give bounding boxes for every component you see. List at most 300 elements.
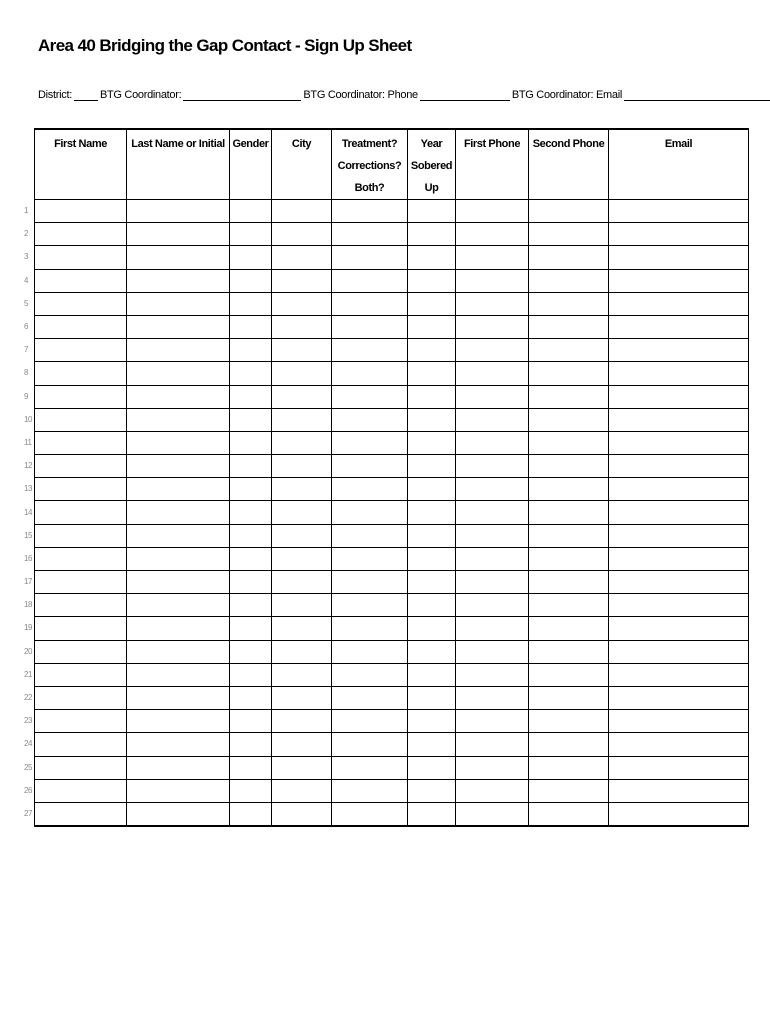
row-number: 1 — [24, 206, 29, 216]
cell-treatment[interactable] — [332, 547, 408, 570]
cell-second-phone[interactable] — [529, 269, 609, 292]
cell-email[interactable] — [609, 385, 749, 408]
cell-year-sobered[interactable] — [408, 710, 456, 733]
cell-first-phone[interactable] — [456, 594, 529, 617]
cell-second-phone[interactable] — [529, 223, 609, 246]
row-number: 14 — [24, 507, 33, 517]
cell-gender[interactable] — [230, 663, 272, 686]
cell-last-name[interactable] — [127, 339, 230, 362]
cell-email[interactable] — [609, 571, 749, 594]
table-row — [35, 594, 749, 617]
cell-gender[interactable] — [230, 802, 272, 825]
cell-first-phone[interactable] — [456, 200, 529, 223]
cell-first-name[interactable] — [35, 640, 127, 663]
cell-treatment[interactable] — [332, 362, 408, 385]
cell-first-phone[interactable] — [456, 733, 529, 756]
cell-first-name[interactable] — [35, 686, 127, 709]
cell-first-name[interactable] — [35, 594, 127, 617]
cell-treatment[interactable] — [332, 779, 408, 802]
cell-email[interactable] — [609, 339, 749, 362]
column-header-last-name: Last Name or Initial — [127, 129, 230, 200]
cell-first-phone[interactable] — [456, 478, 529, 501]
cell-treatment[interactable] — [332, 431, 408, 454]
cell-city[interactable] — [272, 733, 332, 756]
cell-first-name[interactable] — [35, 779, 127, 802]
column-header-treatment: Treatment? Corrections? Both? — [332, 129, 408, 200]
cell-treatment[interactable] — [332, 571, 408, 594]
table-row — [35, 802, 749, 825]
cell-first-name[interactable] — [35, 292, 127, 315]
cell-second-phone[interactable] — [529, 663, 609, 686]
cell-treatment[interactable] — [332, 385, 408, 408]
cell-gender[interactable] — [230, 571, 272, 594]
cell-first-name[interactable] — [35, 269, 127, 292]
cell-email[interactable] — [609, 431, 749, 454]
cell-year-sobered[interactable] — [408, 571, 456, 594]
row-number: 19 — [24, 623, 33, 633]
cell-gender[interactable] — [230, 501, 272, 524]
cell-year-sobered[interactable] — [408, 385, 456, 408]
cell-city[interactable] — [272, 339, 332, 362]
cell-email[interactable] — [609, 594, 749, 617]
cell-email[interactable] — [609, 408, 749, 431]
cell-first-name[interactable] — [35, 524, 127, 547]
cell-email[interactable] — [609, 710, 749, 733]
cell-last-name[interactable] — [127, 315, 230, 338]
cell-last-name[interactable] — [127, 246, 230, 269]
cell-year-sobered[interactable] — [408, 547, 456, 570]
cell-gender[interactable] — [230, 200, 272, 223]
cell-second-phone[interactable] — [529, 431, 609, 454]
cell-first-name[interactable] — [35, 617, 127, 640]
row-number: 8 — [24, 368, 29, 378]
cell-email[interactable] — [609, 733, 749, 756]
table-row — [35, 524, 749, 547]
cell-year-sobered[interactable] — [408, 640, 456, 663]
cell-email[interactable] — [609, 200, 749, 223]
cell-treatment[interactable] — [332, 200, 408, 223]
cell-last-name[interactable] — [127, 779, 230, 802]
cell-gender[interactable] — [230, 292, 272, 315]
table-row — [35, 640, 749, 663]
cell-second-phone[interactable] — [529, 362, 609, 385]
coordinator-phone-blank[interactable] — [420, 88, 510, 101]
cell-first-phone[interactable] — [456, 802, 529, 825]
cell-email[interactable] — [609, 547, 749, 570]
cell-first-name[interactable] — [35, 710, 127, 733]
cell-email[interactable] — [609, 292, 749, 315]
cell-first-phone[interactable] — [456, 408, 529, 431]
row-number: 13 — [24, 484, 33, 494]
cell-email[interactable] — [609, 501, 749, 524]
coordinator-field[interactable] — [100, 88, 303, 101]
cell-gender[interactable] — [230, 223, 272, 246]
cell-city[interactable] — [272, 594, 332, 617]
cell-city[interactable] — [272, 547, 332, 570]
cell-first-phone[interactable] — [456, 617, 529, 640]
cell-treatment[interactable] — [332, 686, 408, 709]
cell-gender[interactable] — [230, 524, 272, 547]
row-number: 27 — [24, 808, 33, 818]
cell-last-name[interactable] — [127, 802, 230, 825]
cell-gender[interactable] — [230, 246, 272, 269]
cell-gender[interactable] — [230, 408, 272, 431]
cell-second-phone[interactable] — [529, 547, 609, 570]
cell-city[interactable] — [272, 640, 332, 663]
cell-second-phone[interactable] — [529, 640, 609, 663]
cell-year-sobered[interactable] — [408, 339, 456, 362]
cell-treatment[interactable] — [332, 663, 408, 686]
cell-last-name[interactable] — [127, 594, 230, 617]
cell-first-name[interactable] — [35, 223, 127, 246]
cell-second-phone[interactable] — [529, 501, 609, 524]
table-header-row — [35, 129, 749, 200]
cell-treatment[interactable] — [332, 292, 408, 315]
cell-second-phone[interactable] — [529, 478, 609, 501]
cell-second-phone[interactable] — [529, 686, 609, 709]
cell-treatment[interactable] — [332, 524, 408, 547]
cell-first-phone[interactable] — [456, 292, 529, 315]
cell-first-phone[interactable] — [456, 756, 529, 779]
cell-gender[interactable] — [230, 315, 272, 338]
cell-second-phone[interactable] — [529, 571, 609, 594]
cell-city[interactable] — [272, 455, 332, 478]
cell-second-phone[interactable] — [529, 779, 609, 802]
cell-second-phone[interactable] — [529, 710, 609, 733]
table-row — [35, 617, 749, 640]
cell-second-phone[interactable] — [529, 617, 609, 640]
column-header-email: Email — [609, 129, 749, 200]
cell-first-name[interactable] — [35, 733, 127, 756]
cell-last-name[interactable] — [127, 710, 230, 733]
coordinator-email-blank[interactable] — [624, 88, 770, 101]
table-row — [35, 269, 749, 292]
cell-email[interactable] — [609, 362, 749, 385]
cell-treatment[interactable] — [332, 710, 408, 733]
table-row — [35, 663, 749, 686]
cell-city[interactable] — [272, 200, 332, 223]
cell-first-name[interactable] — [35, 571, 127, 594]
cell-last-name[interactable] — [127, 431, 230, 454]
cell-gender[interactable] — [230, 362, 272, 385]
cell-second-phone[interactable] — [529, 756, 609, 779]
cell-first-name[interactable] — [35, 663, 127, 686]
cell-gender[interactable] — [230, 779, 272, 802]
cell-email[interactable] — [609, 478, 749, 501]
cell-city[interactable] — [272, 246, 332, 269]
cell-treatment[interactable] — [332, 246, 408, 269]
cell-gender[interactable] — [230, 617, 272, 640]
cell-gender[interactable] — [230, 269, 272, 292]
cell-first-name[interactable] — [35, 431, 127, 454]
cell-first-name[interactable] — [35, 501, 127, 524]
cell-city[interactable] — [272, 478, 332, 501]
cell-city[interactable] — [272, 408, 332, 431]
cell-email[interactable] — [609, 686, 749, 709]
cell-last-name[interactable] — [127, 686, 230, 709]
cell-last-name[interactable] — [127, 362, 230, 385]
cell-first-name[interactable] — [35, 408, 127, 431]
cell-year-sobered[interactable] — [408, 594, 456, 617]
cell-email[interactable] — [609, 315, 749, 338]
cell-second-phone[interactable] — [529, 408, 609, 431]
district-field[interactable] — [38, 88, 100, 101]
cell-year-sobered[interactable] — [408, 617, 456, 640]
cell-year-sobered[interactable] — [408, 663, 456, 686]
row-number: 9 — [24, 391, 29, 401]
cell-second-phone[interactable] — [529, 292, 609, 315]
cell-first-name[interactable] — [35, 315, 127, 338]
cell-first-name[interactable] — [35, 246, 127, 269]
cell-city[interactable] — [272, 779, 332, 802]
cell-treatment[interactable] — [332, 408, 408, 431]
cell-gender[interactable] — [230, 455, 272, 478]
column-header-first-name: First Name — [35, 129, 127, 200]
row-number: 11 — [24, 437, 32, 447]
table-row — [35, 246, 749, 269]
cell-year-sobered[interactable] — [408, 246, 456, 269]
cell-gender[interactable] — [230, 385, 272, 408]
cell-first-phone[interactable] — [456, 779, 529, 802]
cell-year-sobered[interactable] — [408, 455, 456, 478]
row-number: 24 — [24, 739, 33, 749]
table-row — [35, 710, 749, 733]
cell-first-name[interactable] — [35, 200, 127, 223]
cell-first-name[interactable] — [35, 478, 127, 501]
cell-email[interactable] — [609, 617, 749, 640]
cell-last-name[interactable] — [127, 640, 230, 663]
coordinator-blank[interactable] — [183, 88, 301, 101]
cell-last-name[interactable] — [127, 223, 230, 246]
cell-last-name[interactable] — [127, 663, 230, 686]
coordinator-email-label: BTG Coordinator: Email — [511, 89, 623, 101]
cell-first-phone[interactable] — [456, 431, 529, 454]
cell-gender[interactable] — [230, 686, 272, 709]
signup-table-container — [34, 128, 749, 827]
cell-city[interactable] — [272, 223, 332, 246]
coordinator-label: BTG Coordinator: — [99, 89, 182, 101]
cell-second-phone[interactable] — [529, 802, 609, 825]
cell-email[interactable] — [609, 246, 749, 269]
cell-last-name[interactable] — [127, 571, 230, 594]
cell-city[interactable] — [272, 292, 332, 315]
cell-treatment[interactable] — [332, 455, 408, 478]
cell-first-name[interactable] — [35, 385, 127, 408]
cell-year-sobered[interactable] — [408, 362, 456, 385]
table-row — [35, 455, 749, 478]
cell-last-name[interactable] — [127, 200, 230, 223]
cell-first-name[interactable] — [35, 547, 127, 570]
cell-city[interactable] — [272, 663, 332, 686]
cell-treatment[interactable] — [332, 617, 408, 640]
cell-first-phone[interactable] — [456, 269, 529, 292]
cell-year-sobered[interactable] — [408, 315, 456, 338]
cell-email[interactable] — [609, 779, 749, 802]
row-number: 12 — [24, 461, 33, 471]
cell-email[interactable] — [609, 524, 749, 547]
cell-email[interactable] — [609, 756, 749, 779]
cell-city[interactable] — [272, 710, 332, 733]
column-header-gender: Gender — [230, 129, 272, 200]
cell-year-sobered[interactable] — [408, 200, 456, 223]
cell-first-phone[interactable] — [456, 571, 529, 594]
row-number: 2 — [24, 229, 29, 239]
cell-first-name[interactable] — [35, 455, 127, 478]
cell-second-phone[interactable] — [529, 246, 609, 269]
table-row — [35, 686, 749, 709]
cell-first-phone[interactable] — [456, 246, 529, 269]
cell-second-phone[interactable] — [529, 455, 609, 478]
cell-year-sobered[interactable] — [408, 269, 456, 292]
cell-treatment[interactable] — [332, 315, 408, 338]
cell-city[interactable] — [272, 617, 332, 640]
cell-last-name[interactable] — [127, 269, 230, 292]
cell-first-phone[interactable] — [456, 385, 529, 408]
table-row — [35, 408, 749, 431]
cell-gender[interactable] — [230, 431, 272, 454]
cell-gender[interactable] — [230, 640, 272, 663]
cell-second-phone[interactable] — [529, 524, 609, 547]
cell-second-phone[interactable] — [529, 733, 609, 756]
table-row — [35, 200, 749, 223]
cell-year-sobered[interactable] — [408, 478, 456, 501]
cell-email[interactable] — [609, 640, 749, 663]
cell-city[interactable] — [272, 571, 332, 594]
cell-second-phone[interactable] — [529, 200, 609, 223]
cell-first-phone[interactable] — [456, 547, 529, 570]
cell-gender[interactable] — [230, 756, 272, 779]
cell-city[interactable] — [272, 362, 332, 385]
cell-last-name[interactable] — [127, 385, 230, 408]
cell-city[interactable] — [272, 756, 332, 779]
cell-last-name[interactable] — [127, 455, 230, 478]
cell-city[interactable] — [272, 385, 332, 408]
cell-first-phone[interactable] — [456, 315, 529, 338]
cell-first-phone[interactable] — [456, 339, 529, 362]
cell-treatment[interactable] — [332, 640, 408, 663]
cell-first-name[interactable] — [35, 756, 127, 779]
cell-treatment[interactable] — [332, 269, 408, 292]
cell-year-sobered[interactable] — [408, 501, 456, 524]
cell-year-sobered[interactable] — [408, 733, 456, 756]
cell-year-sobered[interactable] — [408, 223, 456, 246]
cell-year-sobered[interactable] — [408, 802, 456, 825]
cell-second-phone[interactable] — [529, 594, 609, 617]
coordinator-phone-field[interactable] — [303, 88, 511, 101]
cell-second-phone[interactable] — [529, 385, 609, 408]
cell-gender[interactable] — [230, 733, 272, 756]
cell-last-name[interactable] — [127, 501, 230, 524]
row-number: 23 — [24, 716, 33, 726]
cell-treatment[interactable] — [332, 594, 408, 617]
table-row — [35, 292, 749, 315]
cell-year-sobered[interactable] — [408, 292, 456, 315]
cell-city[interactable] — [272, 686, 332, 709]
cell-year-sobered[interactable] — [408, 686, 456, 709]
cell-year-sobered[interactable] — [408, 779, 456, 802]
cell-last-name[interactable] — [127, 408, 230, 431]
cell-first-phone[interactable] — [456, 501, 529, 524]
cell-first-phone[interactable] — [456, 524, 529, 547]
cell-city[interactable] — [272, 501, 332, 524]
cell-treatment[interactable] — [332, 802, 408, 825]
cell-gender[interactable] — [230, 478, 272, 501]
cell-second-phone[interactable] — [529, 315, 609, 338]
cell-treatment[interactable] — [332, 733, 408, 756]
cell-city[interactable] — [272, 315, 332, 338]
table-row — [35, 385, 749, 408]
column-header-first-phone: First Phone — [456, 129, 529, 200]
cell-year-sobered[interactable] — [408, 524, 456, 547]
cell-last-name[interactable] — [127, 756, 230, 779]
cell-first-phone[interactable] — [456, 663, 529, 686]
table-row — [35, 478, 749, 501]
cell-first-phone[interactable] — [456, 640, 529, 663]
cell-year-sobered[interactable] — [408, 431, 456, 454]
row-number: 26 — [24, 785, 33, 795]
cell-email[interactable] — [609, 455, 749, 478]
cell-first-name[interactable] — [35, 802, 127, 825]
cell-email[interactable] — [609, 223, 749, 246]
cell-gender[interactable] — [230, 339, 272, 362]
cell-treatment[interactable] — [332, 339, 408, 362]
row-number: 7 — [24, 345, 29, 355]
cell-first-name[interactable] — [35, 362, 127, 385]
district-blank[interactable] — [74, 88, 98, 101]
cell-treatment[interactable] — [332, 501, 408, 524]
cell-first-phone[interactable] — [456, 362, 529, 385]
cell-first-phone[interactable] — [456, 710, 529, 733]
cell-treatment[interactable] — [332, 223, 408, 246]
cell-last-name[interactable] — [127, 617, 230, 640]
cell-year-sobered[interactable] — [408, 408, 456, 431]
row-number: 18 — [24, 600, 33, 610]
cell-second-phone[interactable] — [529, 339, 609, 362]
cell-last-name[interactable] — [127, 524, 230, 547]
cell-city[interactable] — [272, 269, 332, 292]
cell-email[interactable] — [609, 269, 749, 292]
cell-first-phone[interactable] — [456, 686, 529, 709]
cell-first-phone[interactable] — [456, 455, 529, 478]
cell-last-name[interactable] — [127, 292, 230, 315]
table-row — [35, 571, 749, 594]
cell-last-name[interactable] — [127, 478, 230, 501]
row-number: 4 — [24, 275, 29, 285]
coordinator-email-field[interactable] — [512, 88, 770, 101]
cell-treatment[interactable] — [332, 756, 408, 779]
cell-gender[interactable] — [230, 547, 272, 570]
table-row — [35, 362, 749, 385]
row-number: 5 — [24, 298, 29, 308]
cell-last-name[interactable] — [127, 547, 230, 570]
signup-table — [34, 128, 749, 827]
row-number: 25 — [24, 762, 33, 772]
cell-city[interactable] — [272, 802, 332, 825]
cell-city[interactable] — [272, 431, 332, 454]
cell-year-sobered[interactable] — [408, 756, 456, 779]
cell-email[interactable] — [609, 802, 749, 825]
cell-first-phone[interactable] — [456, 223, 529, 246]
cell-treatment[interactable] — [332, 478, 408, 501]
cell-city[interactable] — [272, 524, 332, 547]
cell-last-name[interactable] — [127, 733, 230, 756]
cell-email[interactable] — [609, 663, 749, 686]
cell-first-name[interactable] — [35, 339, 127, 362]
row-number: 15 — [24, 530, 33, 540]
cell-gender[interactable] — [230, 594, 272, 617]
cell-gender[interactable] — [230, 710, 272, 733]
table-row — [35, 315, 749, 338]
